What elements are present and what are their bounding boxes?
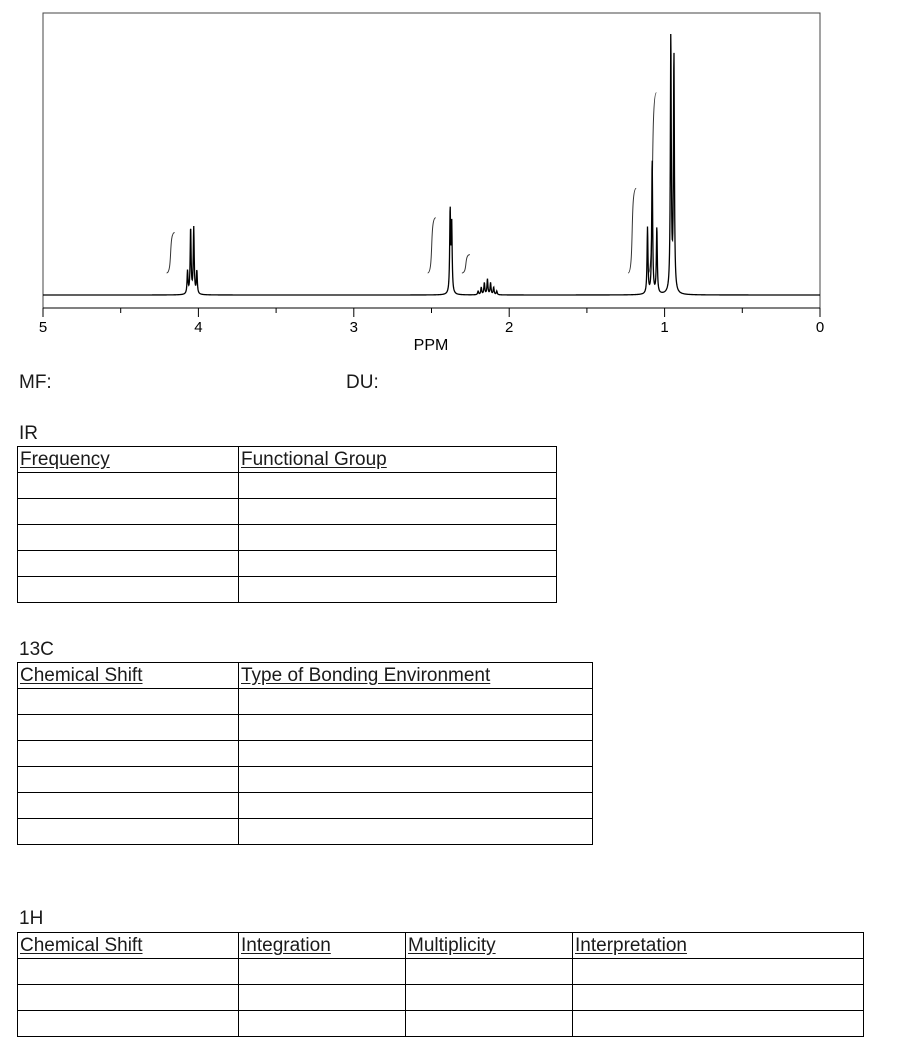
- table-row: [18, 551, 557, 577]
- column-header-label: Chemical Shift: [20, 935, 143, 956]
- answer-cell[interactable]: [239, 819, 593, 845]
- answer-cell[interactable]: [18, 959, 239, 985]
- answer-cell[interactable]: [18, 577, 239, 603]
- x-axis-label: PPM: [413, 337, 449, 354]
- table-row: [18, 819, 593, 845]
- table-row: [18, 577, 557, 603]
- answer-cell[interactable]: [239, 551, 557, 577]
- ir-section-title: IR: [19, 423, 38, 444]
- answer-cell[interactable]: [239, 473, 557, 499]
- answer-cell[interactable]: [239, 689, 593, 715]
- integral-curve: [428, 218, 436, 273]
- table-row: [18, 793, 593, 819]
- answer-cell[interactable]: [18, 767, 239, 793]
- column-header-label: Interpretation: [575, 935, 687, 956]
- answer-cell[interactable]: [18, 741, 239, 767]
- answer-cell[interactable]: [239, 985, 406, 1011]
- table-row: [18, 689, 593, 715]
- answer-cell[interactable]: [239, 499, 557, 525]
- column-header: [239, 447, 557, 473]
- answer-cell[interactable]: [239, 715, 593, 741]
- table-row: [18, 525, 557, 551]
- column-header: [239, 663, 593, 689]
- answer-cell[interactable]: [18, 819, 239, 845]
- column-header: [573, 933, 864, 959]
- answer-cell[interactable]: [18, 985, 239, 1011]
- table-row: [18, 473, 557, 499]
- answer-cell[interactable]: [573, 959, 864, 985]
- answer-cell[interactable]: [239, 793, 593, 819]
- table-header-row: [18, 663, 593, 689]
- plot-frame: [43, 13, 820, 308]
- column-header: [18, 933, 239, 959]
- answer-cell[interactable]: [18, 551, 239, 577]
- answer-cell[interactable]: [18, 715, 239, 741]
- tick-label: 4: [194, 319, 203, 336]
- column-header: [239, 933, 406, 959]
- column-header: [18, 663, 239, 689]
- table-row: [18, 715, 593, 741]
- h1-table: [17, 932, 864, 1037]
- mf-label: MF:: [19, 372, 52, 393]
- answer-cell[interactable]: [18, 473, 239, 499]
- table-row: [18, 767, 593, 793]
- column-header-label: Functional Group: [241, 449, 387, 470]
- column-header: [18, 447, 239, 473]
- column-header: [406, 933, 573, 959]
- tick-label: 2: [505, 319, 514, 336]
- answer-cell[interactable]: [18, 525, 239, 551]
- table-row: [18, 499, 557, 525]
- column-header-label: Multiplicity: [408, 935, 496, 956]
- tick-label: 1: [660, 319, 669, 336]
- h1-section-title: 1H: [19, 908, 44, 929]
- column-header-label: Integration: [241, 935, 331, 956]
- answer-cell[interactable]: [239, 959, 406, 985]
- column-header-label: Type of Bonding Environment: [241, 665, 491, 686]
- integral-curve: [462, 255, 470, 273]
- column-header-label: Chemical Shift: [20, 665, 143, 686]
- du-label: DU:: [346, 372, 379, 393]
- answer-cell[interactable]: [239, 577, 557, 603]
- integral-curve: [628, 188, 636, 273]
- table-header-row: [18, 933, 864, 959]
- answer-cell[interactable]: [239, 525, 557, 551]
- ir-table: [17, 446, 557, 603]
- table-header-row: [18, 447, 557, 473]
- tick-label: 0: [815, 319, 825, 336]
- answer-cell[interactable]: [18, 499, 239, 525]
- tick-label: 5: [38, 319, 48, 336]
- answer-cell[interactable]: [406, 985, 573, 1011]
- table-row: [18, 959, 864, 985]
- answer-cell[interactable]: [406, 959, 573, 985]
- answer-cell[interactable]: [239, 767, 593, 793]
- integral-curve: [167, 233, 175, 273]
- tick-label: 3: [349, 319, 358, 336]
- answer-cell[interactable]: [18, 689, 239, 715]
- answer-cell[interactable]: [239, 741, 593, 767]
- answer-cell[interactable]: [573, 985, 864, 1011]
- nmr-spectrum-chart: [0, 0, 909, 360]
- column-header-label: Frequency: [20, 449, 110, 470]
- c13-table: [17, 662, 593, 845]
- table-row: [18, 985, 864, 1011]
- c13-section-title: 13C: [19, 639, 54, 660]
- answer-cell[interactable]: [18, 793, 239, 819]
- table-row: [18, 741, 593, 767]
